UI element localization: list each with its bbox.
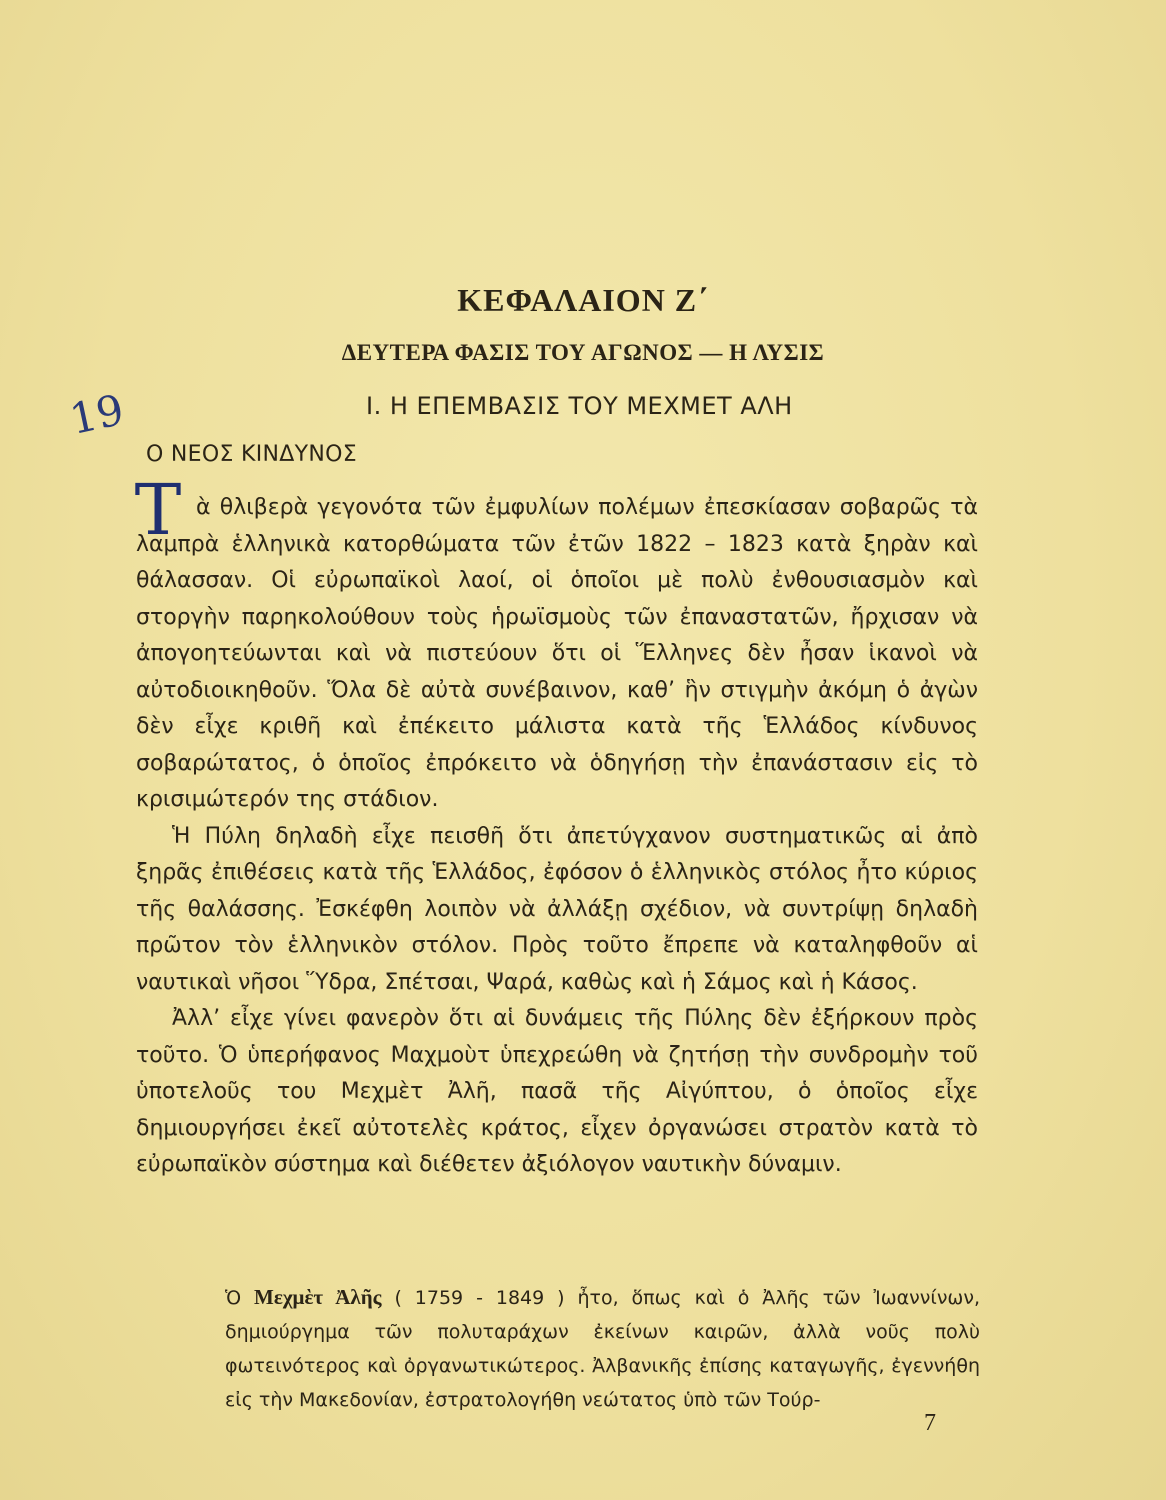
footnote-text: ( 1759 - 1849 ) ἦτο, ὅπως καὶ ὁ Ἀλῆς τῶν Ἰωαννίνων, δημιούργημα τῶν πολυταράχων ἐκείνων καιρῶν, ἀλλὰ νοῦς πολὺ φωτεινότερος καὶ ὀργανωτικώτερος. Ἀλβανικῆς ἐπίσης καταγωγῆς, ἐγεννήθη εἰς τὴν Μακεδονίαν, ἐστρατολογήθη νεώτατος ὑπὸ τῶν Τούρ-: [225, 1287, 980, 1411]
chapter-title: ΚΕΦΑΛΑΙΟΝ Ζ΄: [457, 282, 709, 318]
body-text: [136, 490, 978, 1184]
paragraph: ὰ θλιβερὰ γεγονότα τῶν ἐμφυλίων πολέμων ἐπεσκίασαν σοβαρῶς τὰ λαμπρὰ ἑλληνικὰ κατορθώματα τῶν ἐτῶν 1822 – 1823 κατὰ ξηρὰν καὶ θάλασσαν. Οἱ εὐρωπαϊκοὶ λαοί, οἱ ὁποῖοι μὲ πολὺ ἐνθουσιασμὸν καὶ στοργὴν παρηκολούθουν τοὺς ἡρωϊσμοὺς τῶν ἐπαναστατῶν, ἤρχισαν νὰ ἀπογοητεύωνται καὶ νὰ πιστεύουν ὅτι οἱ Ἕλληνες δὲν ἦσαν ἱκανοὶ νὰ αὐτοδιοικηθοῦν. Ὅλα δὲ αὐτὰ συνέβαινον, καθ’ ἣν στιγμὴν ἀκόμη ὁ ἀγὼν δὲν εἶχε κριθῆ καὶ ἐπέκειτο μάλιστα κατὰ τῆς Ἑλλάδος κίνδυνος σοβαρώτατος, ὁ ὁποῖος ἐπρόκειτο νὰ ὁδηγήσῃ τὴν ἐπανάστασιν εἰς τὸ κρισιμώτερόν της στάδιον.: [136, 495, 978, 812]
drop-cap: Τ: [134, 469, 182, 551]
handwritten-margin-note: 19: [65, 384, 128, 445]
footnote-name: Μεχμὲτ Ἀλῆς: [254, 1285, 382, 1309]
paragraph: Ἡ Πύλη δηλαδὴ εἶχε πεισθῆ ὅτι ἀπετύγχανον συστηματικῶς αἱ ἀπὸ ξηρᾶς ἐπιθέσεις κατὰ τῆς Ἑλλάδος, ἐφόσον ὁ ἑλληνικὸς στόλος ἦτο κύριος τῆς θαλάσσης. Ἐσκέφθη λοιπὸν νὰ ἀλλάξῃ σχέδιον, νὰ συντρίψῃ δηλαδὴ πρῶτον τὸν ἑλληνικὸν στόλον. Πρὸς τοῦτο ἔπρεπε νὰ καταληφθοῦν αἱ ναυτικαὶ νῆσοι Ὕδρα, Σπέτσαι, Ψαρά, καθὼς καὶ ἡ Σάμος καὶ ἡ Κάσος.: [136, 823, 978, 995]
subsection-title: Ο ΝΕΟΣ ΚΙΝΔΥΝΟΣ: [146, 442, 357, 467]
part-title: ΔΕΥΤΕΡΑ ΦΑΣΙΣ ΤΟΥ ΑΓΩΝΟΣ — Η ΛΥΣΙΣ: [341, 340, 825, 365]
paragraph: Ἀλλ’ εἶχε γίνει φανερὸν ὅτι αἱ δυνάμεις τῆς Πύλης δὲν ἐξήρκουν πρὸς τοῦτο. Ὁ ὑπερήφανος Μαχμοὺτ ὑπεχρεώθη νὰ ζητήσῃ τὴν συνδρομὴν τοῦ ὑποτελοῦς του Μεχμὲτ Ἀλῆ, πασᾶ τῆς Αἰγύπτου, ὁ ὁποῖος εἶχε δημιουργήσει ἐκεῖ αὐτοτελὲς κράτος, εἶχεν ὀργανώσει στρατὸν κατὰ τὸ εὐρωπαϊκὸν σύστημα καὶ διέθετεν ἀξιόλογον ναυτικὴν δύναμιν.: [136, 1006, 978, 1177]
footnote: [225, 1280, 980, 1417]
page-number: 7: [924, 1410, 936, 1436]
footnote-lead: Ὁ: [225, 1287, 255, 1309]
section-title: Ι. Η ΕΠΕΜΒΑΣΙΣ ΤΟΥ ΜΕΧΜΕΤ ΑΛΗ: [366, 392, 793, 420]
